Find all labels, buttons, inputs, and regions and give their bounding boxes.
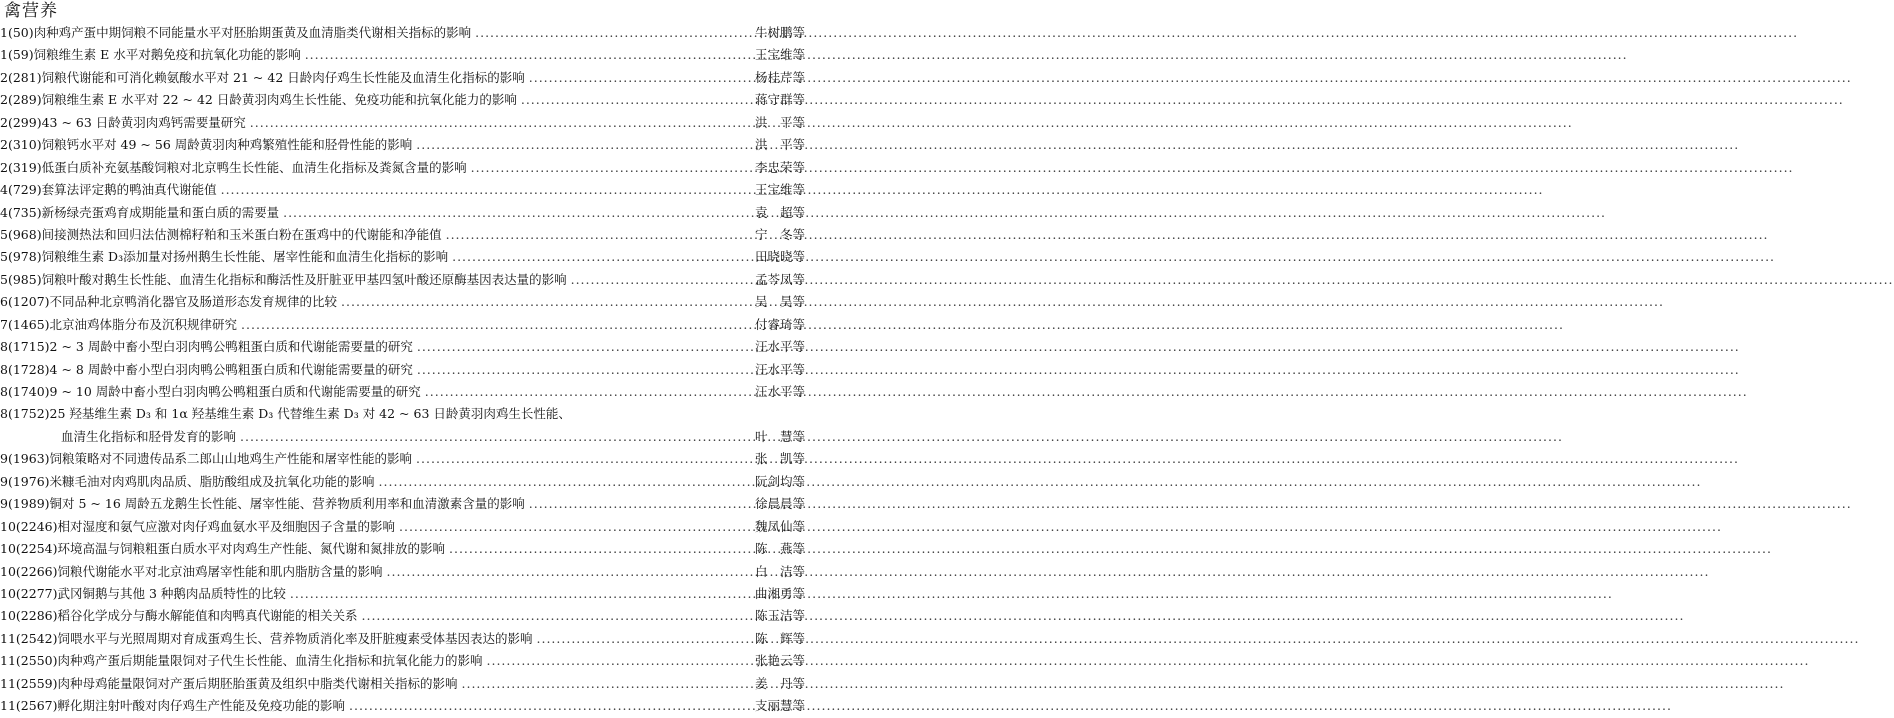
entry-ref: 8(1752) [0, 406, 50, 422]
index-entry [0, 157, 807, 179]
entry-author: 王宝维等 [754, 47, 805, 63]
entry-author: 杨桂芹等 [754, 69, 805, 85]
entry-title: 肉种鸡产蛋中期饲粮不同能量水平对胚胎期蛋黄及血清脂类代谢相关指标的影响 [33, 25, 472, 40]
index-entry [0, 22, 807, 44]
leader-dots [487, 650, 751, 672]
index-entry [0, 448, 807, 470]
entry-author: 张 凯等 [754, 451, 805, 467]
entry-author: 张艳云等 [754, 653, 805, 669]
index-entry [0, 112, 807, 134]
leader-dots [449, 538, 751, 560]
leader-dots [425, 381, 751, 403]
entry-author: 王宝维等 [754, 182, 805, 198]
index-entry [0, 561, 807, 583]
index-entry [0, 650, 807, 672]
entry-title-continued: 血清生化指标和胫骨发育的影响 [61, 428, 237, 444]
index-entry [0, 336, 807, 358]
leader-dots [416, 448, 751, 470]
entry-title: 饲喂水平与光照周期对育成蛋鸡生长、营养物质消化率及肝脏瘦素受体基因表达的影响 [57, 630, 533, 646]
index-entry [0, 89, 807, 111]
entry-ref: 5(978) [0, 249, 42, 265]
index-entry [0, 269, 807, 291]
entry-title: 稻谷化学成分与酶水解能值和肉鸭真代谢能的相关关系 [57, 608, 358, 624]
entry-author: 叶 慧等 [754, 428, 805, 444]
leader-dots [305, 44, 751, 66]
entry-title: 相对湿度和氨气应激对肉仔鸡血氨水平及细胞因子含量的影响 [57, 518, 395, 534]
entry-title: 间接测热法和回归法估测棉籽粕和玉米蛋白粉在蛋鸡中的代谢能和净能值 [41, 226, 442, 242]
entry-title: 肉种母鸡能量限饲对产蛋后期胚胎蛋黄及组织中脂类代谢相关指标的影响 [57, 675, 458, 691]
index-entry [0, 628, 807, 650]
entry-title: 孵化期注射叶酸对肉仔鸡生产性能及免疫功能的影响 [57, 698, 345, 714]
entry-title: 低蛋白质补充氨基酸饲粮对北京鸭生长性能、血清生化指标及粪氮含量的影响 [41, 159, 467, 175]
entry-ref: 2(310) [0, 137, 42, 153]
leader-dots [452, 246, 751, 268]
leader-dots [362, 605, 751, 627]
leader-dots [283, 202, 751, 224]
entry-title: 饲粮钙水平对 49 ~ 56 周龄黄羽肉种鸡繁殖性能和胫骨性能的影响 [41, 137, 413, 153]
entry-title: 2 ~ 3 周龄中畜小型白羽肉鸭公鸭粗蛋白质和代谢能需要量的研究 [49, 339, 413, 355]
entry-author: 陈玉洁等 [754, 608, 805, 624]
entry-ref: 11(2550) [0, 653, 58, 669]
entry-author: 徐晨晨等 [754, 496, 805, 512]
section-title: 禽营养 [4, 1, 58, 21]
entry-title: 饲粮维生素 E 水平对鹅免疫和抗氧化功能的影响 [33, 47, 301, 63]
entry-title: 环境高温与饲粮粗蛋白质水平对肉鸡生产性能、氮代谢和氮排放的影响 [57, 541, 445, 557]
entry-title: 武冈铜鹅与其他 3 种鹅肉品质特性的比较 [57, 585, 286, 601]
index-entry [0, 493, 807, 515]
entry-ref: 10(2266) [0, 563, 58, 579]
entry-author: 阮剑均等 [754, 473, 805, 489]
entry-ref: 1(59) [0, 47, 34, 63]
entry-author: 汪水平等 [754, 339, 805, 355]
entry-author: 田晓晓等 [754, 249, 805, 265]
entry-author: 孟芩凤等 [754, 271, 805, 287]
leader-dots [529, 493, 751, 515]
entry-ref: 2(299) [0, 114, 42, 130]
leader-dots [446, 224, 751, 246]
entry-ref: 10(2246) [0, 518, 58, 534]
entry-author: 白 洁等 [754, 563, 805, 579]
index-entry [0, 516, 807, 538]
entry-author: 洪 平等 [754, 114, 805, 130]
entry-ref: 4(729) [0, 182, 42, 198]
leader-dots [250, 112, 751, 134]
leader-dots [221, 179, 751, 201]
leader-dots [240, 426, 751, 448]
entry-author: 洪 平等 [754, 137, 805, 153]
leader-dots [529, 67, 751, 89]
index-entry [0, 381, 807, 403]
entry-title: 43 ~ 63 日龄黄羽肉鸡钙需要量研究 [41, 114, 246, 130]
entry-author: 魏凤仙等 [754, 518, 805, 534]
entry-ref: 5(968) [0, 226, 42, 242]
entry-ref: 6(1207) [0, 294, 50, 310]
entry-ref: 1(50) [0, 25, 34, 40]
index-page [0, 0, 807, 714]
index-entry [0, 224, 807, 246]
entry-author: 袁 超等 [754, 204, 805, 220]
entry-title: 北京油鸡体脂分布及沉积规律研究 [49, 316, 238, 332]
leader-dots [571, 269, 751, 291]
leader-dots [399, 516, 751, 538]
entry-title: 饲粮策略对不同遗传品系二郎山山地鸡生产性能和屠宰性能的影响 [49, 451, 413, 467]
index-entry [0, 179, 807, 201]
leader-dots [417, 336, 751, 358]
entry-ref: 9(1989) [0, 496, 50, 512]
entry-ref: 11(2559) [0, 675, 58, 691]
entry-author: 李忠荣等 [754, 159, 805, 175]
entry-title: 9 ~ 10 周龄中畜小型白羽肉鸭公鸭粗蛋白质和代谢能需要量的研究 [49, 384, 421, 399]
index-entry [0, 291, 807, 313]
entry-author: 姜 丹等 [754, 675, 805, 691]
leader-dots [462, 673, 751, 695]
index-entry [0, 583, 807, 605]
index-entry [0, 695, 807, 717]
entry-title: 饲粮维生素 D₃添加量对扬州鹅生长性能、屠宰性能和血清生化指标的影响 [41, 249, 449, 265]
entry-ref: 11(2542) [0, 630, 58, 646]
leader-dots [521, 89, 751, 111]
index-entry [0, 202, 807, 224]
index-entry [0, 134, 807, 156]
index-entry [0, 403, 807, 448]
leader-dots [471, 157, 751, 179]
entry-title: 肉种鸡产蛋后期能量限饲对子代生长性能、血清生化指标和抗氧化能力的影响 [57, 653, 483, 669]
entry-ref: 9(1976) [0, 473, 50, 489]
leader-dots [475, 22, 751, 44]
entry-author: 付睿琦等 [754, 316, 805, 332]
entry-ref: 9(1963) [0, 451, 50, 467]
entry-title: 4 ~ 8 周龄中畜小型白羽肉鸭公鸭粗蛋白质和代谢能需要量的研究 [49, 361, 413, 377]
entry-ref: 8(1728) [0, 361, 50, 377]
entry-author: 陈 辉等 [754, 630, 805, 646]
entry-title: 饲粮代谢能水平对北京油鸡屠宰性能和肌内脂肪含量的影响 [57, 563, 383, 579]
leader-dots [349, 695, 751, 717]
entry-ref: 2(289) [0, 92, 42, 108]
leader-dots [290, 583, 751, 605]
entry-ref: 10(2277) [0, 585, 58, 601]
entry-ref: 10(2254) [0, 541, 58, 557]
entry-author: 吴 昊等 [754, 294, 805, 310]
entry-ref: 5(985) [0, 271, 42, 287]
entry-title: 饲粮维生素 E 水平对 22 ~ 42 日龄黄羽肉鸡生长性能、免疫功能和抗氧化能力的影响 [41, 92, 517, 108]
entry-title: 饲粮代谢能和可消化赖氨酸水平对 21 ~ 42 日龄肉仔鸡生长性能及血清生化指标的影响 [41, 69, 525, 85]
entry-author: 汪水平等 [754, 361, 805, 377]
entry-ref: 7(1465) [0, 316, 50, 332]
entry-author: 宁 冬等 [754, 226, 805, 242]
entry-title: 米糠毛油对肉鸡肌肉品质、脂肪酸组成及抗氧化功能的影响 [49, 473, 375, 489]
index-entry [0, 67, 807, 89]
entry-title: 不同品种北京鸭消化器官及肠道形态发育规律的比较 [49, 294, 338, 310]
leader-dots [379, 471, 751, 493]
leader-dots [341, 291, 751, 313]
index-entry [0, 471, 807, 493]
leader-dots [241, 314, 751, 336]
leader-dots [417, 359, 751, 381]
entry-ref: 2(281) [0, 69, 42, 85]
index-entry [0, 538, 807, 560]
entry-author: 支丽慧等 [754, 698, 805, 714]
entry-author: 牛树鹏等 [754, 25, 805, 40]
entry-title: 饲粮叶酸对鹅生长性能、血清生化指标和酶活性及肝脏亚甲基四氢叶酸还原酶基因表达量的影响 [41, 271, 567, 287]
entry-ref: 8(1715) [0, 339, 50, 355]
entry-ref: 8(1740) [0, 384, 50, 399]
index-entry [0, 359, 807, 381]
entry-title: 新杨绿壳蛋鸡育成期能量和蛋白质的需要量 [41, 204, 280, 220]
entry-author: 汪水平等 [754, 384, 805, 399]
entry-ref: 11(2567) [0, 698, 58, 714]
leader-dots [416, 134, 751, 156]
index-entry [0, 605, 807, 627]
index-entry [0, 314, 807, 336]
entry-author: 蒋守群等 [754, 92, 805, 108]
entry-author: 曲湘勇等 [754, 585, 805, 601]
entry-ref: 4(735) [0, 204, 42, 220]
entry-title: 25 羟基维生素 D₃ 和 1α 羟基维生素 D₃ 代替维生素 D₃ 对 42 ~ 63 日龄黄羽肉鸡生长性能、 [49, 406, 571, 422]
entry-list [0, 22, 807, 718]
leader-dots [537, 628, 751, 650]
index-entry [0, 673, 807, 695]
entry-ref: 2(319) [0, 159, 42, 175]
index-entry [0, 44, 807, 66]
entry-ref: 10(2286) [0, 608, 58, 624]
index-entry [0, 246, 807, 268]
entry-title: 铜对 5 ~ 16 周龄五龙鹅生长性能、屠宰性能、营养物质利用率和血清激素含量的影响 [49, 496, 525, 512]
entry-author: 陈 燕等 [754, 541, 805, 557]
leader-dots [387, 561, 751, 583]
entry-title: 套算法评定鹅的鸭油真代谢能值 [41, 182, 217, 198]
